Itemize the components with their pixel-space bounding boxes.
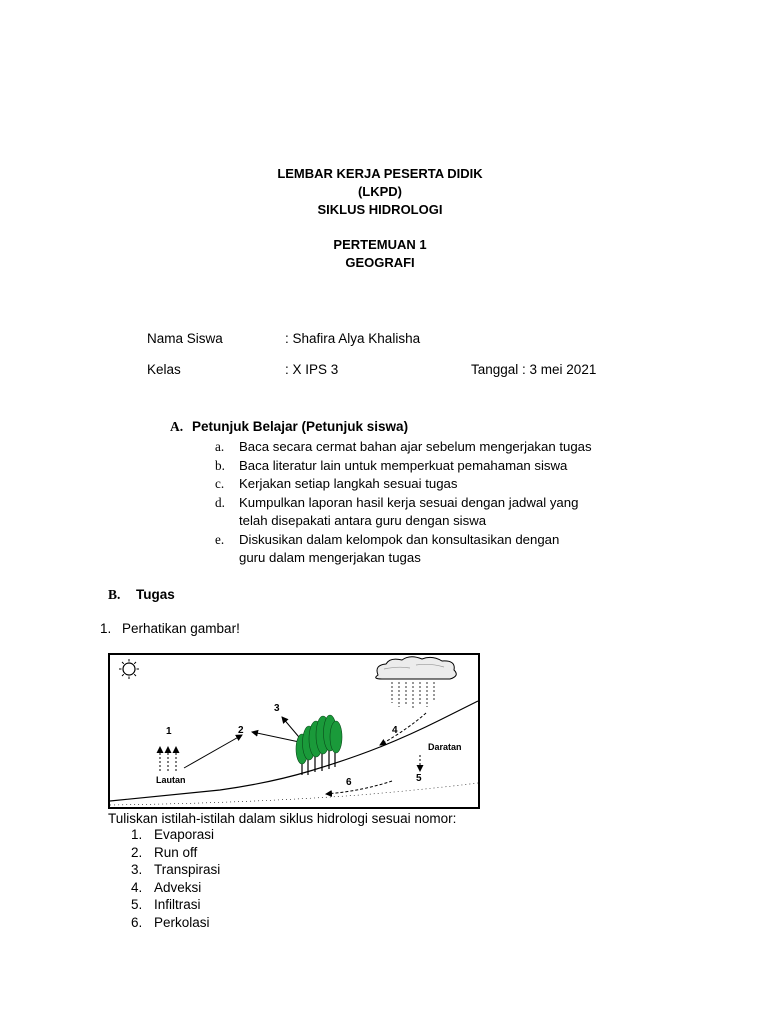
diagram-label-3: 3 — [274, 703, 280, 714]
header-subject: GEOGRAFI — [345, 255, 415, 270]
diagram-label-5: 5 — [416, 773, 422, 784]
section-b-title: Tugas — [136, 587, 175, 602]
diagram-label-sea: Lautan — [156, 775, 186, 785]
answer-number: 6. — [131, 914, 143, 930]
sun-icon — [119, 659, 139, 679]
date-value: Tanggal : 3 mei 2021 — [471, 362, 597, 377]
answer-text: Transpirasi — [154, 862, 221, 878]
answer-list — [128, 826, 220, 932]
trees-icon — [296, 715, 342, 775]
header-meeting: PERTEMUAN 1 — [333, 237, 427, 252]
class-value: : X IPS 3 — [285, 362, 339, 377]
answer-item — [128, 896, 220, 914]
class-label: Kelas — [147, 362, 181, 377]
section-a-title: Petunjuk Belajar (Petunjuk siswa) — [192, 419, 409, 434]
instruction-item — [215, 475, 635, 494]
section-b-heading — [108, 587, 175, 603]
answer-text: Evaporasi — [154, 827, 215, 842]
task-number: 1. — [100, 621, 112, 636]
answer-item — [128, 826, 220, 844]
evaporation-arrows — [160, 747, 176, 771]
answer-item — [128, 914, 220, 932]
document-header — [0, 165, 760, 272]
instruction-text: telah disepakati antara guru dengan siswa — [239, 513, 487, 528]
land-surface-line — [110, 701, 478, 801]
instruction-list — [215, 438, 635, 568]
instruction-text: Baca secara cermat bahan ajar sebelum mengerjakan tugas — [239, 439, 592, 454]
instruction-marker: d. — [215, 494, 225, 510]
percolation-arrow — [326, 781, 392, 794]
diagram-label-6: 6 — [346, 777, 352, 788]
diagram-label-1: 1 — [166, 726, 172, 737]
instruction-marker: b. — [215, 457, 225, 473]
diagram-label-2: 2 — [238, 725, 244, 736]
answer-number: 3. — [131, 862, 143, 878]
section-b-letter: B. — [108, 587, 121, 602]
answer-number: 5. — [131, 897, 143, 913]
answer-text: Adveksi — [154, 879, 202, 895]
task-instruction: Tuliskan istilah-istilah dalam siklus hidrologi sesuai nomor: — [108, 811, 457, 826]
answer-number: 4. — [131, 879, 143, 895]
answer-text: Infiltrasi — [154, 897, 201, 913]
instruction-item — [215, 494, 635, 531]
section-a-heading — [170, 419, 408, 435]
answer-number: 1. — [131, 827, 143, 842]
task-text: Perhatikan gambar! — [122, 621, 240, 636]
answer-item — [128, 879, 220, 897]
instruction-item — [215, 438, 635, 457]
instruction-marker: e. — [215, 531, 225, 547]
header-topic: SIKLUS HIDROLOGI — [317, 202, 443, 217]
answer-text: Perkolasi — [154, 914, 210, 930]
rain-drops — [392, 682, 434, 709]
answer-item — [128, 844, 220, 862]
instruction-text: Kerjakan setiap langkah sesuai tugas — [239, 476, 458, 491]
instruction-item — [215, 531, 635, 568]
runoff-arrow — [184, 735, 242, 768]
groundwater-line — [110, 783, 478, 805]
answer-text: Run off — [154, 844, 198, 860]
hydrology-cycle-diagram — [108, 653, 480, 809]
instruction-text: Diskusikan dalam kelompok dan konsultasikan dengan — [239, 531, 560, 547]
name-value: : Shafira Alya Khalisha — [285, 331, 421, 346]
diagram-label-4: 4 — [392, 725, 398, 736]
name-label: Nama Siswa — [147, 331, 223, 346]
instruction-text: Kumpulkan laporan hasil kerja sesuai dengan jadwal yang — [239, 494, 579, 510]
instruction-text: Baca literatur lain untuk memperkuat pemahaman siswa — [239, 457, 568, 473]
advection-arrow — [380, 713, 426, 745]
section-a-letter: A. — [170, 419, 184, 434]
header-title: LEMBAR KERJA PESERTA DIDIK — [277, 166, 483, 181]
instruction-marker: a. — [215, 439, 225, 454]
answer-number: 2. — [131, 844, 143, 860]
instruction-item — [215, 457, 635, 476]
diagram-label-land: Daratan — [428, 742, 462, 752]
header-abbreviation: (LKPD) — [357, 184, 403, 199]
hydrology-cycle-illustration — [110, 655, 478, 807]
answer-item — [128, 861, 220, 879]
cloud-icon — [376, 657, 457, 679]
instruction-text: guru dalam mengerjakan tugas — [239, 550, 421, 565]
instruction-marker: c. — [215, 476, 225, 491]
